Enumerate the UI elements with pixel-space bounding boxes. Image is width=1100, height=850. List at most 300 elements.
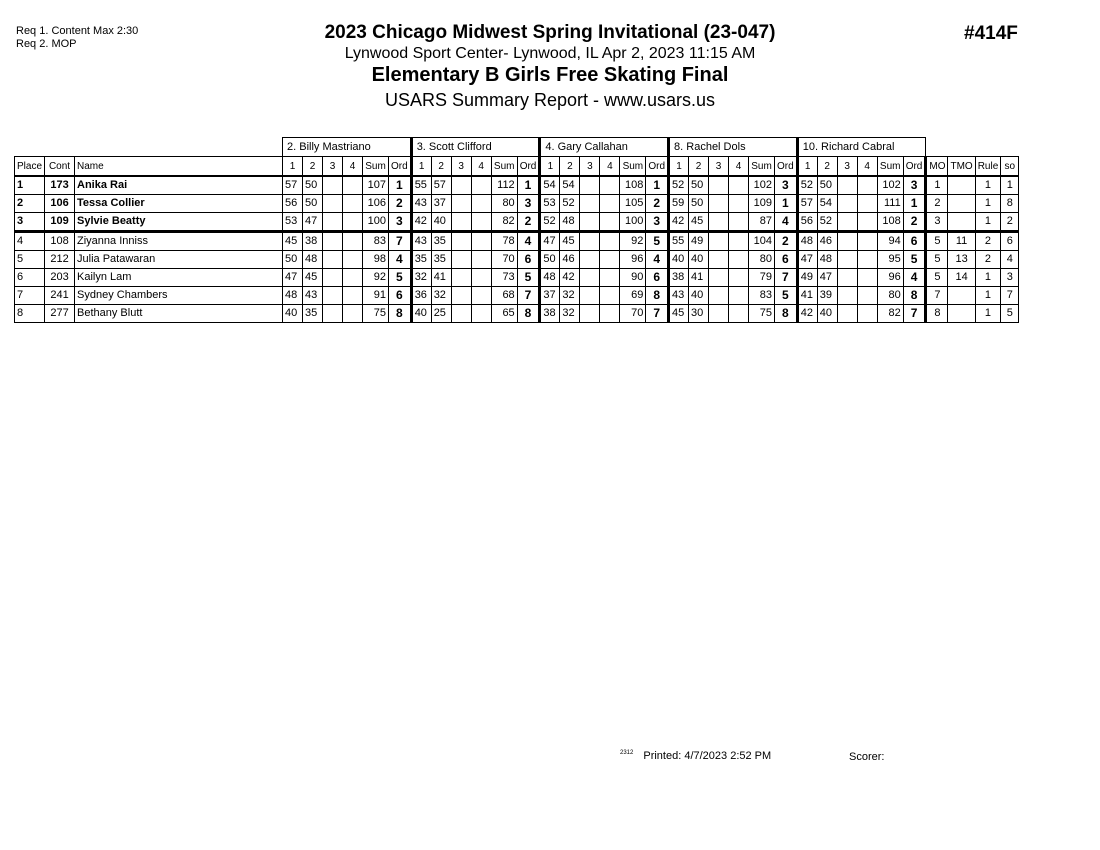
score-cell — [343, 232, 363, 251]
place-cell: 5 — [15, 251, 45, 269]
score-cell — [837, 176, 857, 195]
so-cell: 7 — [1001, 287, 1019, 305]
score-cell — [837, 269, 857, 287]
place-cell: 7 — [15, 287, 45, 305]
column-header-j2: 2 — [431, 157, 451, 177]
sum-cell: 109 — [749, 195, 775, 213]
judges-header-row — [15, 138, 1019, 157]
ordinal-cell: 7 — [389, 232, 412, 251]
rule-cell: 1 — [975, 213, 1001, 232]
skater-name-cell: Anika Rai — [75, 176, 283, 195]
judge-name: 3. Scott Clifford — [411, 138, 540, 157]
tmo-cell — [948, 213, 975, 232]
column-header-j4: 4 — [471, 157, 491, 177]
tmo-cell: 14 — [948, 269, 975, 287]
contestant-number-cell: 108 — [45, 232, 75, 251]
score-cell — [471, 195, 491, 213]
ordinal-cell: 7 — [775, 269, 798, 287]
score-cell: 30 — [689, 305, 709, 323]
column-header-ord: Ord — [903, 157, 926, 177]
score-cell — [837, 287, 857, 305]
score-cell — [343, 251, 363, 269]
column-header-sum: Sum — [877, 157, 903, 177]
ordinal-cell: 2 — [517, 213, 540, 232]
column-header-rule: Rule — [975, 157, 1001, 177]
score-cell: 42 — [560, 269, 580, 287]
column-header-j1: 1 — [669, 157, 689, 177]
sum-cell: 100 — [620, 213, 646, 232]
score-cell: 32 — [560, 305, 580, 323]
tmo-cell: 11 — [948, 232, 975, 251]
column-header-j1: 1 — [797, 157, 817, 177]
score-cell: 48 — [303, 251, 323, 269]
competition-title: 2023 Chicago Midwest Spring Invitational (23-047) — [324, 22, 776, 43]
score-cell — [451, 213, 471, 232]
rule-cell: 1 — [975, 269, 1001, 287]
column-header-j2: 2 — [689, 157, 709, 177]
version-code: 2312 — [620, 750, 634, 756]
column-header-ord: Ord — [517, 157, 540, 177]
score-cell: 56 — [283, 195, 303, 213]
sum-cell: 75 — [749, 305, 775, 323]
score-cell — [343, 213, 363, 232]
sum-cell: 108 — [620, 176, 646, 195]
score-cell — [451, 305, 471, 323]
sum-cell: 87 — [749, 213, 775, 232]
column-header-j3: 3 — [837, 157, 857, 177]
ordinal-cell: 8 — [389, 305, 412, 323]
score-cell: 45 — [689, 213, 709, 232]
ordinal-cell: 8 — [775, 305, 798, 323]
ordinal-cell: 6 — [389, 287, 412, 305]
sum-cell: 100 — [363, 213, 389, 232]
score-cell — [709, 213, 729, 232]
score-cell: 37 — [540, 287, 560, 305]
score-cell — [709, 176, 729, 195]
sum-cell: 79 — [749, 269, 775, 287]
skater-name-cell: Julia Patawaran — [75, 251, 283, 269]
ordinal-cell: 8 — [903, 287, 926, 305]
table-row — [15, 176, 1019, 195]
column-header-sum: Sum — [363, 157, 389, 177]
sum-cell: 83 — [363, 232, 389, 251]
score-cell — [323, 287, 343, 305]
score-cell: 38 — [303, 232, 323, 251]
sum-cell: 106 — [363, 195, 389, 213]
score-cell — [857, 232, 877, 251]
score-cell: 56 — [797, 213, 817, 232]
ordinal-cell: 5 — [775, 287, 798, 305]
score-cell: 41 — [689, 269, 709, 287]
score-cell: 45 — [669, 305, 689, 323]
score-cell: 57 — [797, 195, 817, 213]
score-cell — [471, 251, 491, 269]
score-cell: 45 — [283, 232, 303, 251]
score-cell: 35 — [411, 251, 431, 269]
table-row — [15, 287, 1019, 305]
score-cell — [323, 305, 343, 323]
score-cell: 47 — [283, 269, 303, 287]
contestant-number-cell: 212 — [45, 251, 75, 269]
sum-cell: 108 — [877, 213, 903, 232]
column-header-j1: 1 — [283, 157, 303, 177]
sum-cell: 78 — [491, 232, 517, 251]
score-cell: 39 — [817, 287, 837, 305]
score-cell — [471, 305, 491, 323]
table-row — [15, 305, 1019, 323]
so-cell: 8 — [1001, 195, 1019, 213]
column-header-j3: 3 — [451, 157, 471, 177]
score-cell: 41 — [797, 287, 817, 305]
mo-cell: 5 — [926, 269, 948, 287]
score-cell — [600, 176, 620, 195]
sum-cell: 105 — [620, 195, 646, 213]
score-cell — [323, 195, 343, 213]
ordinal-cell: 3 — [517, 195, 540, 213]
score-cell — [323, 213, 343, 232]
event-number: #414F — [964, 23, 1018, 44]
sum-cell: 112 — [491, 176, 517, 195]
sum-cell: 96 — [877, 269, 903, 287]
score-cell: 46 — [560, 251, 580, 269]
rule-cell: 1 — [975, 176, 1001, 195]
table-row — [15, 195, 1019, 213]
score-cell — [451, 287, 471, 305]
sum-cell: 92 — [620, 232, 646, 251]
score-cell — [323, 232, 343, 251]
column-header-j4: 4 — [857, 157, 877, 177]
score-cell: 48 — [540, 269, 560, 287]
requirement-1: Req 1. Content Max 2:30 — [16, 25, 139, 37]
score-cell — [323, 176, 343, 195]
score-cell: 43 — [411, 195, 431, 213]
score-cell — [451, 232, 471, 251]
score-cell — [857, 305, 877, 323]
sum-cell: 70 — [620, 305, 646, 323]
contestant-number-cell: 277 — [45, 305, 75, 323]
score-cell — [580, 213, 600, 232]
score-cell: 40 — [689, 287, 709, 305]
sum-cell: 70 — [491, 251, 517, 269]
tmo-cell: 13 — [948, 251, 975, 269]
score-cell — [857, 269, 877, 287]
skater-name-cell: Sydney Chambers — [75, 287, 283, 305]
blank-cell — [926, 138, 1019, 157]
score-cell: 43 — [669, 287, 689, 305]
score-cell — [580, 195, 600, 213]
column-header-mo: MO — [926, 157, 948, 177]
score-cell — [600, 287, 620, 305]
mo-cell: 5 — [926, 232, 948, 251]
score-cell: 40 — [689, 251, 709, 269]
score-cell: 48 — [560, 213, 580, 232]
ordinal-cell: 1 — [775, 195, 798, 213]
score-cell: 57 — [431, 176, 451, 195]
judge-name: 2. Billy Mastriano — [283, 138, 412, 157]
score-cell: 41 — [431, 269, 451, 287]
score-cell — [857, 287, 877, 305]
score-cell — [709, 305, 729, 323]
ordinal-cell: 8 — [517, 305, 540, 323]
score-cell — [729, 213, 749, 232]
score-cell: 52 — [669, 176, 689, 195]
sum-cell: 92 — [363, 269, 389, 287]
column-header-j4: 4 — [729, 157, 749, 177]
skater-name-cell: Kailyn Lam — [75, 269, 283, 287]
score-cell: 47 — [817, 269, 837, 287]
sum-cell: 111 — [877, 195, 903, 213]
score-cell: 42 — [797, 305, 817, 323]
sum-cell: 83 — [749, 287, 775, 305]
score-cell — [343, 195, 363, 213]
contestant-number-cell: 203 — [45, 269, 75, 287]
ordinal-cell: 4 — [389, 251, 412, 269]
skater-name-cell: Ziyanna Inniss — [75, 232, 283, 251]
score-cell — [600, 251, 620, 269]
contestant-number-cell: 173 — [45, 176, 75, 195]
rule-cell: 1 — [975, 287, 1001, 305]
score-cell: 52 — [540, 213, 560, 232]
score-cell: 25 — [431, 305, 451, 323]
table-row — [15, 213, 1019, 232]
sum-cell: 107 — [363, 176, 389, 195]
score-cell: 32 — [431, 287, 451, 305]
ordinal-cell: 1 — [389, 176, 412, 195]
sum-cell: 96 — [620, 251, 646, 269]
ordinal-cell: 6 — [775, 251, 798, 269]
ordinal-cell: 3 — [646, 213, 669, 232]
column-header-ord: Ord — [646, 157, 669, 177]
column-header-tmo: TMO — [948, 157, 975, 177]
ordinal-cell: 6 — [903, 232, 926, 251]
score-cell: 43 — [411, 232, 431, 251]
score-cell: 38 — [669, 269, 689, 287]
rule-cell: 1 — [975, 305, 1001, 323]
score-cell — [600, 213, 620, 232]
tmo-cell — [948, 287, 975, 305]
ordinal-cell: 3 — [775, 176, 798, 195]
score-cell — [323, 269, 343, 287]
score-cell — [837, 195, 857, 213]
score-cell — [343, 287, 363, 305]
ordinal-cell: 5 — [903, 251, 926, 269]
score-cell — [600, 305, 620, 323]
ordinal-cell: 6 — [646, 269, 669, 287]
ordinal-cell: 2 — [389, 195, 412, 213]
rule-cell: 2 — [975, 232, 1001, 251]
sum-cell: 82 — [491, 213, 517, 232]
sum-cell: 98 — [363, 251, 389, 269]
skater-name-cell: Sylvie Beatty — [75, 213, 283, 232]
score-cell: 40 — [411, 305, 431, 323]
score-cell: 54 — [540, 176, 560, 195]
score-cell — [600, 195, 620, 213]
place-cell: 6 — [15, 269, 45, 287]
score-cell: 38 — [540, 305, 560, 323]
ordinal-cell: 1 — [903, 195, 926, 213]
table-row — [15, 251, 1019, 269]
sum-cell: 90 — [620, 269, 646, 287]
score-cell: 42 — [411, 213, 431, 232]
score-cell — [857, 213, 877, 232]
score-cell — [343, 305, 363, 323]
score-cell — [471, 176, 491, 195]
ordinal-cell: 3 — [903, 176, 926, 195]
score-cell — [580, 251, 600, 269]
contestant-number-cell: 241 — [45, 287, 75, 305]
sum-cell: 91 — [363, 287, 389, 305]
ordinal-cell: 8 — [646, 287, 669, 305]
ordinal-cell: 1 — [646, 176, 669, 195]
score-cell: 59 — [669, 195, 689, 213]
place-cell: 8 — [15, 305, 45, 323]
score-cell: 49 — [797, 269, 817, 287]
report-title: USARS Summary Report - www.usars.us — [384, 90, 716, 110]
score-cell: 50 — [817, 176, 837, 195]
ordinal-cell: 5 — [389, 269, 412, 287]
mo-cell: 2 — [926, 195, 948, 213]
score-cell: 48 — [797, 232, 817, 251]
score-cell: 46 — [817, 232, 837, 251]
score-cell: 45 — [303, 269, 323, 287]
score-cell: 47 — [797, 251, 817, 269]
score-cell: 48 — [817, 251, 837, 269]
results-table — [14, 137, 1019, 323]
column-header-ord: Ord — [775, 157, 798, 177]
so-cell: 6 — [1001, 232, 1019, 251]
sum-cell: 94 — [877, 232, 903, 251]
ordinal-cell: 2 — [646, 195, 669, 213]
score-cell — [343, 176, 363, 195]
sum-cell: 95 — [877, 251, 903, 269]
score-cell: 36 — [411, 287, 431, 305]
so-cell: 4 — [1001, 251, 1019, 269]
ordinal-cell: 4 — [775, 213, 798, 232]
printed-date: Printed: 4/7/2023 2:52 PM — [643, 750, 772, 762]
column-header-j3: 3 — [580, 157, 600, 177]
score-cell: 35 — [303, 305, 323, 323]
score-cell — [323, 251, 343, 269]
scorer-label: Scorer: — [849, 751, 885, 763]
ordinal-cell: 4 — [517, 232, 540, 251]
place-cell: 3 — [15, 213, 45, 232]
sum-cell: 104 — [749, 232, 775, 251]
skater-name-cell: Bethany Blutt — [75, 305, 283, 323]
column-header-sum: Sum — [749, 157, 775, 177]
score-cell — [451, 195, 471, 213]
requirement-2: Req 2. MOP — [16, 38, 77, 50]
so-cell: 3 — [1001, 269, 1019, 287]
column-header-j2: 2 — [817, 157, 837, 177]
score-cell: 35 — [431, 232, 451, 251]
score-cell: 40 — [817, 305, 837, 323]
ordinal-cell: 7 — [903, 305, 926, 323]
score-cell: 53 — [283, 213, 303, 232]
tmo-cell — [948, 195, 975, 213]
score-cell — [709, 251, 729, 269]
tmo-cell — [948, 305, 975, 323]
place-cell: 4 — [15, 232, 45, 251]
skater-name-cell: Tessa Collier — [75, 195, 283, 213]
sum-cell: 102 — [877, 176, 903, 195]
place-cell: 1 — [15, 176, 45, 195]
so-cell: 2 — [1001, 213, 1019, 232]
score-cell — [729, 195, 749, 213]
score-cell — [451, 251, 471, 269]
ordinal-cell: 4 — [903, 269, 926, 287]
column-header-sum: Sum — [620, 157, 646, 177]
score-cell — [451, 176, 471, 195]
score-cell: 50 — [540, 251, 560, 269]
place-cell: 2 — [15, 195, 45, 213]
score-cell: 55 — [669, 232, 689, 251]
score-cell — [600, 232, 620, 251]
rule-cell: 1 — [975, 195, 1001, 213]
ordinal-cell: 7 — [517, 287, 540, 305]
ordinal-cell: 5 — [517, 269, 540, 287]
score-cell: 52 — [560, 195, 580, 213]
score-cell: 52 — [797, 176, 817, 195]
score-cell — [709, 269, 729, 287]
mo-cell: 1 — [926, 176, 948, 195]
score-cell: 54 — [560, 176, 580, 195]
score-cell — [837, 232, 857, 251]
table-row — [15, 269, 1019, 287]
ordinal-cell: 7 — [646, 305, 669, 323]
judge-name: 10. Richard Cabral — [797, 138, 926, 157]
print-info — [620, 750, 771, 762]
score-cell: 55 — [411, 176, 431, 195]
score-cell: 32 — [560, 287, 580, 305]
contestant-number-cell: 106 — [45, 195, 75, 213]
score-cell — [837, 213, 857, 232]
score-cell: 50 — [689, 195, 709, 213]
location-datetime: Lynwood Sport Center- Lynwood, IL Apr 2, 2023 11:15 AM — [344, 45, 756, 62]
score-cell: 40 — [283, 305, 303, 323]
contestant-number-cell: 109 — [45, 213, 75, 232]
mo-cell: 8 — [926, 305, 948, 323]
column-header-place: Place — [15, 157, 45, 177]
score-cell — [709, 195, 729, 213]
score-cell — [729, 269, 749, 287]
table-row — [15, 232, 1019, 251]
score-cell: 45 — [560, 232, 580, 251]
column-header-name: Name — [75, 157, 283, 177]
score-cell: 49 — [689, 232, 709, 251]
score-cell — [343, 269, 363, 287]
mo-cell: 5 — [926, 251, 948, 269]
column-header-j1: 1 — [411, 157, 431, 177]
judge-name: 4. Gary Callahan — [540, 138, 669, 157]
judge-name: 8. Rachel Dols — [669, 138, 798, 157]
sum-cell: 68 — [491, 287, 517, 305]
sum-cell: 75 — [363, 305, 389, 323]
score-cell: 32 — [411, 269, 431, 287]
blank-cell — [15, 138, 283, 157]
column-header-ord: Ord — [389, 157, 412, 177]
sum-cell: 80 — [749, 251, 775, 269]
ordinal-cell: 3 — [389, 213, 412, 232]
sum-cell: 73 — [491, 269, 517, 287]
score-cell — [580, 232, 600, 251]
column-header-j3: 3 — [709, 157, 729, 177]
score-cell — [580, 287, 600, 305]
column-header-j2: 2 — [303, 157, 323, 177]
score-cell — [857, 176, 877, 195]
tmo-cell — [948, 176, 975, 195]
score-cell: 40 — [669, 251, 689, 269]
score-cell — [580, 269, 600, 287]
